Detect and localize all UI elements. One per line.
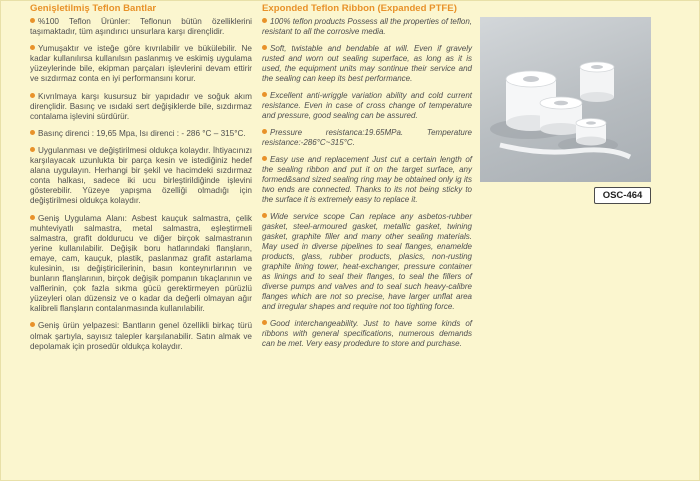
product-photo xyxy=(480,17,651,182)
bullet-icon xyxy=(262,129,267,134)
bullet-icon xyxy=(30,215,35,220)
bullet-icon xyxy=(262,213,267,218)
tr-paragraph-3: Kıvrılmaya karşı kusursuz bir yapıdadır ve soğuk akım dirençlidir. Basınç ve ısıdaki sert değişiklerde bile, sızdırmaz contalama işlevini sürdürür. xyxy=(30,91,252,121)
english-heading: Exponded Teflon Ribbon (Expanded PTFE) xyxy=(262,3,457,14)
turkish-heading: Genişletilmiş Teflon Bantlar xyxy=(30,3,157,14)
en-paragraph-3: Excellent anti-wriggle variation ability and cold current resistance. Even in case of cross change of temperature and pressure, good sealing can be assured. xyxy=(262,91,472,120)
tr-paragraph-2: Yumuşaktır ve isteğe göre kıvrılabilir ve bükülebilir. Ne kadar kullanılırsa kullanılsın paslanmış ve eskimiş uygulama yüzeylerinde bile, ekipman parçaları işlevlerini devam ettirir ve sızdırmaz conta en iyi performansını korur. xyxy=(30,44,252,84)
en-paragraph-2: Soft, twistable and bendable at will. Even if gravely rusted and worn out sealing superface, as long as it is used, the equipment units may sontinue their service and the sealing can keep its best performance. xyxy=(262,44,472,83)
tr-paragraph-7: Geniş ürün yelpazesi: Bantların genel özellikli birkaç türü olmak şartıyla, sayısız talepler karşılanabilir. Satın almak ve depolamak için prosedür oldukça kolaydır. xyxy=(30,321,252,351)
turkish-column xyxy=(30,3,252,359)
bullet-icon xyxy=(30,322,35,327)
bullet-icon xyxy=(30,147,35,152)
bullet-icon xyxy=(262,92,267,97)
en-paragraph-6: Wide service scope Can replace any asbetos-rubber gasket, steel-armoured gasket, metallic gasket, twining gasket, graphite filler and many other sealing materials. May used in diverse pipelines to seal flanges, enamelde products, glass, rubber products, plasics, non-rusting graphite lining tower, heat-exchanger, pressure container as linings and to seal their flanges, to seal the fillers of diverse pumps and valves and to seal such heavy-calibre flanges which are not so precise, have larger unflat area and irregular shapes and require not too tighting force. xyxy=(262,212,472,311)
bullet-icon xyxy=(262,45,267,50)
en-paragraph-4: Pressure resistanca:19.65MPa. Temperature resistance:-286°C~315°C. xyxy=(262,128,472,147)
bullet-icon xyxy=(30,130,35,135)
bullet-icon xyxy=(262,18,267,23)
bullet-icon xyxy=(30,18,35,23)
bullet-icon xyxy=(30,45,35,50)
bullet-icon xyxy=(262,156,267,161)
tr-paragraph-5: Uygulanması ve değiştirilmesi oldukça kolaydır. İhtiyacınızı karşılayacak uzunlukta bir parça kesin ve istediğiniz hedef alana uygulayın. Herhangi bir şekil ve hacimdeki sızdırmaz conta halkası, sadece iki ucu birleştirildiğinde işlevini gösterebilir. Yüzeye yapışma özelliği olmadığı için değiştirilmesi oldukça kolaydır. xyxy=(30,145,252,206)
tr-paragraph-4: Basınç direnci : 19,65 Mpa, Isı direnci : - 286 °C – 315°C. xyxy=(30,129,252,139)
english-column xyxy=(262,3,472,356)
bullet-icon xyxy=(30,93,35,98)
teflon-tape-rolls-image xyxy=(480,17,651,182)
en-paragraph-7: Good interchangeability. Just to have some kinds of ribbons with general specifications, numerous demands can be met. Very easy prodedure to store and purchase. xyxy=(262,319,472,348)
tr-paragraph-1: %100 Teflon Ürünler: Teflonun bütün özelliklerini taşımaktadır, tüm aşındırıcı unsurlara karşı dirençlidir. xyxy=(30,17,252,37)
en-paragraph-1: 100% teflon products Possess all the properties of teflon, resistant to all the corrosive media. xyxy=(262,17,472,36)
tr-paragraph-6: Geniş Uygulama Alanı: Asbest kauçuk salmastra, çelik muhteviyatlı salmastra, metal salmastra, eşleştirmeli salmastra, grafit doldurucu ve diğer birçok salmastranın yerine kullanılabilir. Değişik boru hatlarındaki flanşların, emaye, cam, kauçuk, plastik, paslanmaz grafit astarlama kulesinin, ısı değiştiricilerinin, basın konteynırlarının ve bunların flanşlarının, birçok değişik pompanın tıkaçlarının ve valflerinin, çok fazla sıkma gücü gerektirmeyen pürüzlü yüzeyleri olan düzensiz ve o kadar da değerli olmayan ağır kalibreli flanşların contalanmasında kullanılabilir. xyxy=(30,213,252,314)
en-paragraph-5: Easy use and replacement Just cut a certain length of the sealing ribbon and put it on the target surface, any formed&sand sized sealing ring may be obtained only ig its two ends are connected. Thanks to its not being sticky to the surface it is extremely easy to replace it. xyxy=(262,155,472,204)
product-code-badge: OSC-464 xyxy=(594,187,651,204)
bullet-icon xyxy=(262,320,267,325)
